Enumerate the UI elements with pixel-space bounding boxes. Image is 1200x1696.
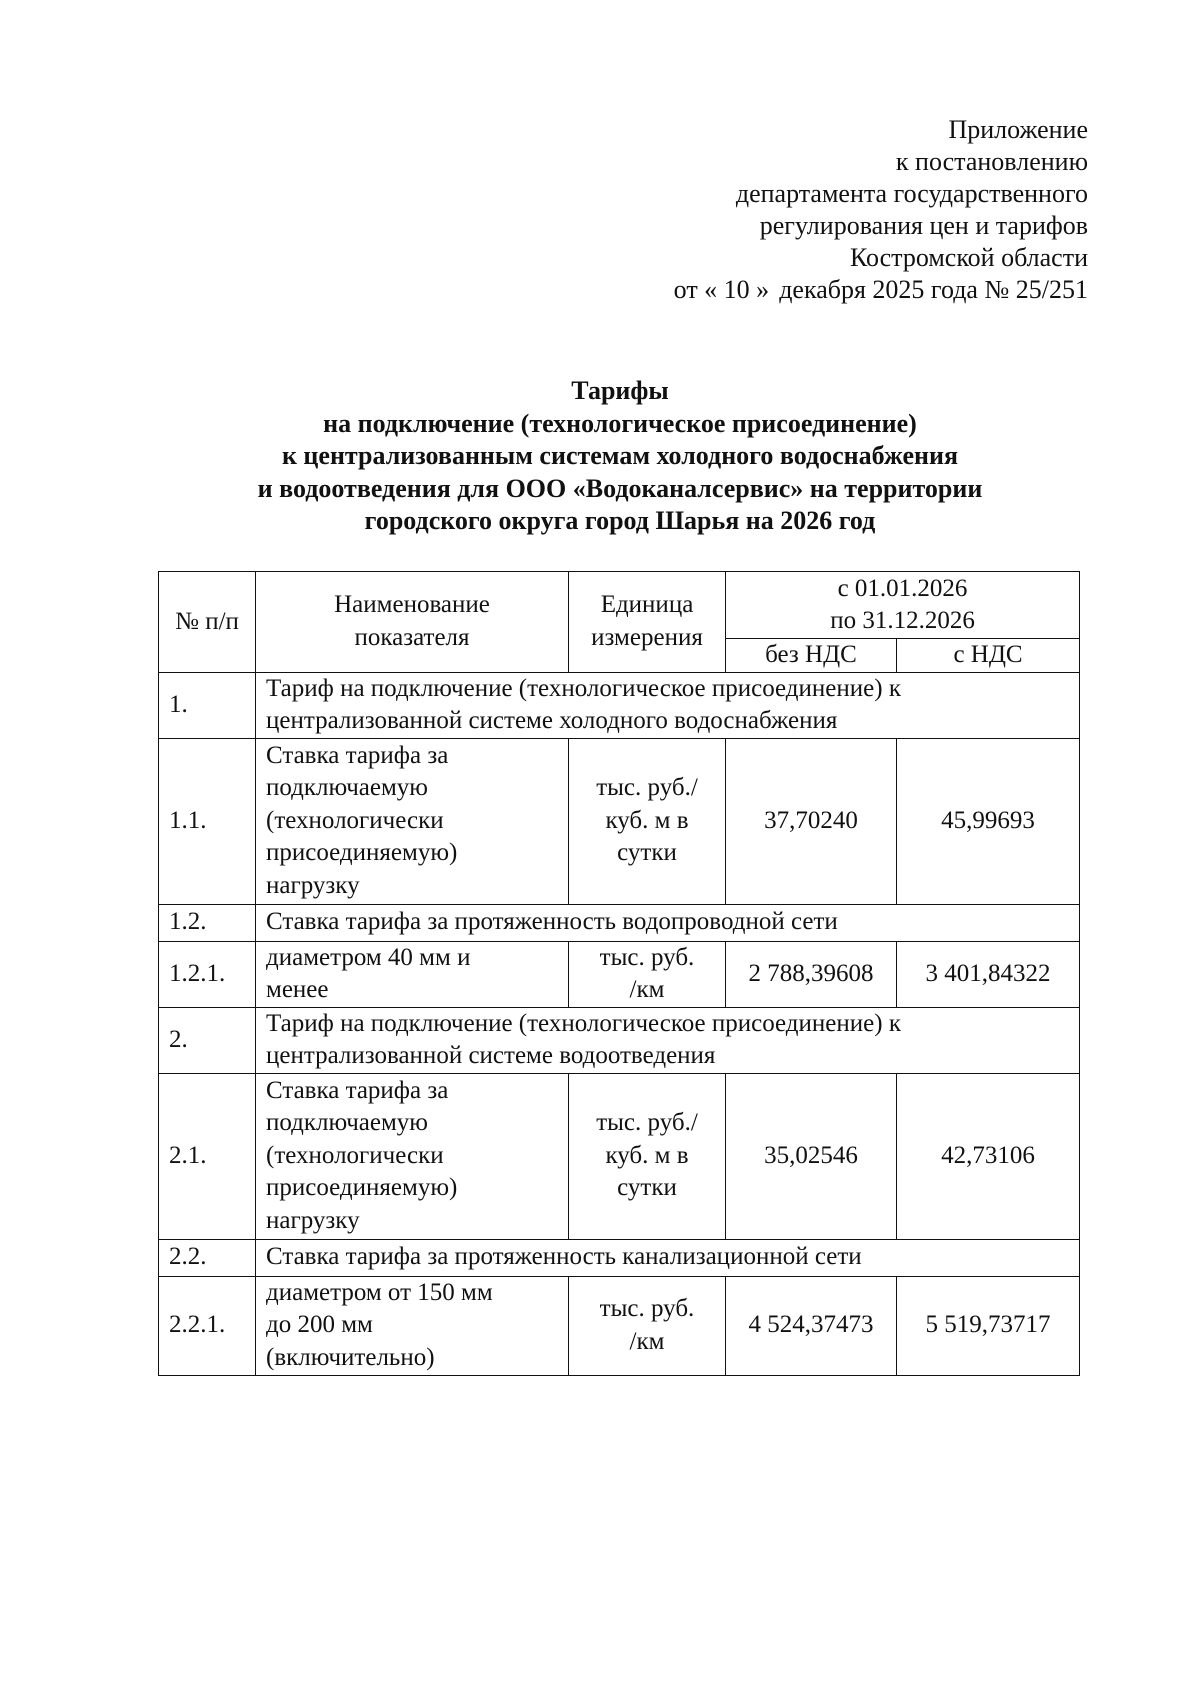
appendix-line: департамента государственного [735, 179, 1088, 208]
row-value-with-vat: 42,73106 [897, 1073, 1080, 1239]
header-unit-line: Единица [600, 591, 694, 619]
document-title [140, 375, 1100, 538]
row-name [256, 738, 569, 904]
row-name-line: до 200 мм [266, 1311, 373, 1339]
title-line: и водоотведения для ООО «Водоканалсервис» на территории [257, 473, 983, 503]
row-unit [569, 941, 726, 1007]
title-line: к централизованным системам холодного водоснабжения [281, 441, 959, 470]
row-unit-line: сутки [617, 1174, 677, 1202]
row-name-line: (технологически [266, 1141, 444, 1169]
header-no-vat: без НДС [726, 639, 897, 673]
row-section-title: Ставка тарифа за протяженность водопроводной сети [256, 904, 1080, 941]
row-name [256, 1073, 569, 1239]
row-num: 1.1. [159, 738, 256, 904]
header-unit [569, 572, 726, 673]
row-unit-line: /км [629, 976, 665, 1003]
row-unit-line: тыс. руб. [599, 1295, 695, 1322]
row-name-line: присоединяемую) [266, 839, 458, 867]
appendix-line: Приложение [948, 115, 1088, 144]
header-period [726, 572, 1080, 639]
header-name [256, 572, 569, 673]
row-name [256, 1276, 569, 1375]
section-line: централизованной системе холодного водоснабжения [266, 707, 838, 734]
row-name [256, 941, 569, 1007]
table-row [159, 941, 1080, 1007]
row-value-no-vat: 2 788,39608 [726, 941, 897, 1007]
row-unit-line: сутки [617, 839, 677, 867]
table-row-section [159, 672, 1080, 738]
row-num: 1.2.1. [159, 941, 256, 1007]
row-name-line: менее [266, 976, 329, 1003]
row-name-line: (технологически [266, 806, 444, 834]
appendix-date-line [674, 274, 1088, 306]
table-row-section [159, 904, 1080, 941]
row-unit-line: тыс. руб./ [596, 1109, 698, 1137]
row-name-line: диаметром от 150 мм [266, 1278, 493, 1306]
appendix-line: Костромской области [849, 243, 1088, 272]
appendix-line: к постановлению [895, 147, 1088, 176]
appendix-line: регулирования цен и тарифов [759, 211, 1088, 240]
row-value-no-vat: 4 524,37473 [726, 1276, 897, 1375]
row-name-line: подключаемую [266, 774, 428, 802]
row-name-line: (включительно) [266, 1343, 435, 1371]
row-num: 2.1. [159, 1073, 256, 1239]
header-name-line: показателя [354, 623, 470, 651]
appendix-date-rest: декабря 2025 года № 25/251 [779, 275, 1088, 304]
row-name-line: диаметром 40 мм и [266, 943, 471, 971]
table-header-row [159, 572, 1080, 639]
row-unit-line: /км [629, 1327, 665, 1355]
title-line: на подключение (технологическое присоединение) [323, 408, 917, 438]
row-name-line: подключаемую [266, 1109, 428, 1137]
row-unit [569, 1276, 726, 1375]
appendix-date-prefix: от « 10 » [673, 275, 770, 304]
header-name-line: Наименование [334, 591, 490, 619]
row-section-title [256, 1007, 1080, 1073]
row-section-title: Ставка тарифа за протяженность канализационной сети [256, 1239, 1080, 1276]
header-with-vat: с НДС [897, 639, 1080, 673]
title-line: Тарифы [571, 376, 669, 405]
row-unit-line: тыс. руб./ [596, 774, 698, 802]
row-name-line: Ставка тарифа за [266, 1076, 449, 1104]
table-row [159, 1073, 1080, 1239]
row-num: 2. [159, 1007, 256, 1073]
row-num: 1. [159, 672, 256, 738]
row-value-no-vat: 35,02546 [726, 1073, 897, 1239]
table-row-section [159, 1239, 1080, 1276]
row-unit [569, 1073, 726, 1239]
row-unit-line: куб. м в [605, 1141, 689, 1169]
row-value-no-vat: 37,70240 [726, 738, 897, 904]
table-row [159, 1276, 1080, 1375]
row-unit [569, 738, 726, 904]
row-name-line: Ставка тарифа за [266, 741, 449, 769]
section-line: Тариф на подключение (технологическое присоединение) к [266, 674, 901, 702]
tariffs-table [158, 571, 1080, 1376]
row-name-line: нагрузку [266, 871, 360, 899]
table-row-section [159, 1007, 1080, 1073]
header-period-line: с 01.01.2026 [837, 574, 968, 602]
header-period-line: по 31.12.2026 [830, 607, 975, 634]
row-name-line: присоединяемую) [266, 1174, 458, 1202]
row-name-line: нагрузку [266, 1206, 360, 1234]
appendix-block [674, 114, 1088, 306]
title-line: городского округа город Шарья на 2026 год [364, 506, 876, 535]
header-unit-line: измерения [591, 623, 703, 651]
row-value-with-vat: 3 401,84322 [897, 941, 1080, 1007]
row-num: 2.2.1. [159, 1276, 256, 1375]
section-line: централизованной системе водоотведения [266, 1042, 716, 1069]
row-num: 2.2. [159, 1239, 256, 1276]
row-value-with-vat: 5 519,73717 [897, 1276, 1080, 1375]
row-unit-line: куб. м в [605, 806, 689, 834]
row-num: 1.2. [159, 904, 256, 941]
row-value-with-vat: 45,99693 [897, 738, 1080, 904]
row-unit-line: тыс. руб. [599, 943, 695, 971]
header-num: № п/п [159, 572, 256, 673]
row-section-title [256, 672, 1080, 738]
table-row [159, 738, 1080, 904]
section-line: Тариф на подключение (технологическое присоединение) к [266, 1009, 901, 1037]
